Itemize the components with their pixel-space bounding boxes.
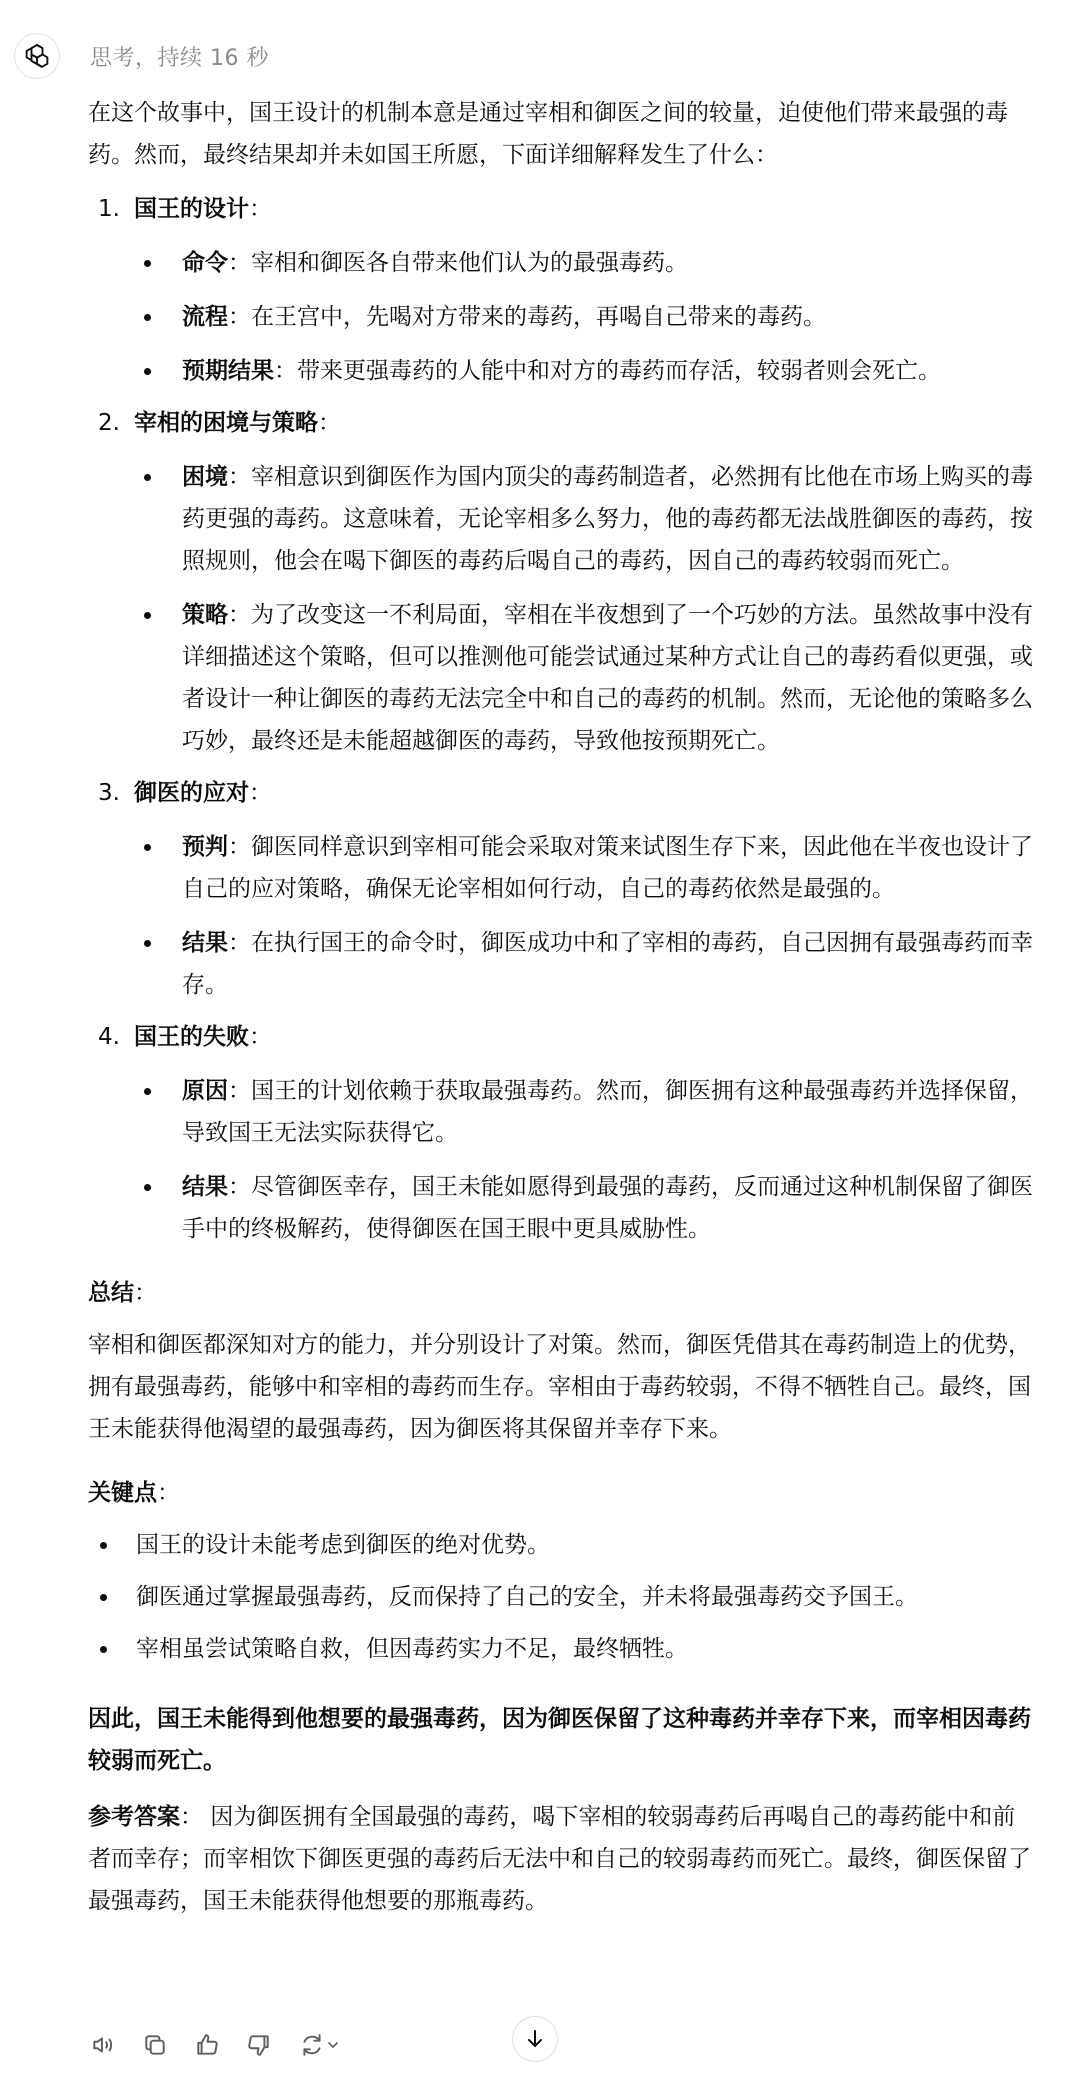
good-response-button[interactable]: [192, 2030, 222, 2060]
section-sublist: [134, 826, 1038, 1006]
list-item: 策略：为了改变这一不利局面，宰相在半夜想到了一个巧妙的方法。虽然故事中没有详细描述这个策略，但可以推测他可能尝试通过某种方式让自己的毒药看似更强，或者设计一种让御医的毒药无法完全中和自己的毒药的机制。然而，无论他的策略多么巧妙，最终还是未能超越御医的毒药，导致他按预期死亡。: [134, 594, 1038, 762]
item-label: 预判: [182, 834, 228, 860]
section-item: 4. 国王的失败： 原因：国王的计划依赖于获取最强毒药。然而，御医拥有这种最强毒药并选择保留，导致国王无法实际获得它。 结果：尽管御医幸存，国王未能如愿得到最强的毒药，反而通过这种机制保留了御医手中的终极解药，使得御医在国王眼中更具威胁性。: [88, 1016, 1038, 1250]
regenerate-button[interactable]: [296, 2030, 344, 2060]
regenerate-icon: [299, 2032, 325, 2058]
item-label: 流程: [182, 304, 228, 330]
section-number: 2.: [98, 410, 120, 436]
item-text: 在执行国王的命令时，御医成功中和了宰相的毒药，自己因拥有最强毒药而幸存。: [182, 930, 1033, 998]
item-label: 命令: [182, 250, 228, 276]
section-title: 御医的应对: [134, 780, 249, 806]
key-points-heading: 关键点：: [88, 1480, 180, 1506]
list-item: 预判：御医同样意识到宰相可能会采取对策来试图生存下来，因此他在半夜也设计了自己的应对策略，确保无论宰相如何行动，自己的毒药依然是最强的。: [134, 826, 1038, 910]
copy-icon: [142, 2032, 168, 2058]
list-item: 宰相虽尝试策略自救，但因毒药实力不足，最终牺牲。: [88, 1628, 1038, 1670]
section-title: 宰相的困境与策略: [134, 410, 318, 436]
item-text: 为了改变这一不利局面，宰相在半夜想到了一个巧妙的方法。虽然故事中没有详细描述这个策略，但可以推测他可能尝试通过某种方式让自己的毒药看似更强，或者设计一种让御医的毒药无法完全中和自己的毒药的机制。然而，无论他的策略多么巧妙，最终还是未能超越御医的毒药，导致他按预期死亡。: [182, 602, 1033, 754]
item-label: 结果: [182, 1174, 228, 1200]
list-item: 国王的设计未能考虑到御医的绝对优势。: [88, 1524, 1038, 1566]
analysis-list: [88, 188, 1038, 1250]
speaker-icon: [90, 2032, 116, 2058]
item-text: 国王的计划依赖于获取最强毒药。然而，御医拥有这种最强毒药并选择保留，导致国王无法实际获得它。: [182, 1078, 1033, 1146]
item-label: 预期结果: [182, 358, 274, 384]
copy-button[interactable]: [140, 2030, 170, 2060]
scroll-to-bottom-button[interactable]: [512, 2016, 558, 2062]
section-number: 3.: [98, 780, 120, 806]
read-aloud-button[interactable]: [88, 2030, 118, 2060]
section-number: 1.: [98, 196, 120, 222]
section-number: 4.: [98, 1024, 120, 1050]
summary-heading: 总结：: [88, 1280, 157, 1306]
message-header: [14, 32, 269, 80]
summary-paragraph: 宰相和御医都深知对方的能力，并分别设计了对策。然而，御医凭借其在毒药制造上的优势，拥有最强毒药，能够中和宰相的毒药而生存。宰相由于毒药较弱，不得不牺牲自己。最终，国王未能获得他渴望的最强毒药，因为御医将其保留并幸存下来。: [88, 1332, 1031, 1442]
chevron-down-icon: [325, 2037, 341, 2053]
section-title: 国王的失败: [134, 1024, 249, 1050]
thumbs-up-icon: [194, 2032, 220, 2058]
list-item: 困境：宰相意识到御医作为国内顶尖的毒药制造者，必然拥有比他在市场上购买的毒药更强的毒药。这意味着，无论宰相多么努力，他的毒药都无法战胜御医的毒药，按照规则，他会在喝下御医的毒药后喝自己的毒药，因自己的毒药较弱而死亡。: [134, 456, 1038, 582]
thumbs-down-icon: [246, 2032, 272, 2058]
item-label: 结果: [182, 930, 228, 956]
section-sublist: [134, 1070, 1038, 1250]
item-label: 原因: [182, 1078, 228, 1104]
openai-logo-icon: [22, 41, 52, 71]
section-sublist: [134, 456, 1038, 762]
list-item: 御医通过掌握最强毒药，反而保持了自己的安全，并未将最强毒药交予国王。: [88, 1576, 1038, 1618]
message-actions-toolbar: [88, 2030, 344, 2060]
intro-paragraph: 在这个故事中，国王设计的机制本意是通过宰相和御医之间的较量，迫使他们带来最强的毒药。然而，最终结果却并未如国王所愿，下面详细解释发生了什么：: [88, 100, 1008, 168]
item-text: 在王宫中，先喝对方带来的毒药，再喝自己带来的毒药。: [251, 304, 826, 330]
reference-answer: 参考答案： 因为御医拥有全国最强的毒药，喝下宰相的较弱毒药后再喝自己的毒药能中和前者而幸存；而宰相饮下御医更强的毒药后无法中和自己的较弱毒药而死亡。最终，御医保留了最强毒药，国王未能获得他想要的那瓶毒药。: [88, 1804, 1031, 1914]
assistant-avatar: [14, 33, 60, 79]
list-item: 原因：国王的计划依赖于获取最强毒药。然而，御医拥有这种最强毒药并选择保留，导致国王无法实际获得它。: [134, 1070, 1038, 1154]
assistant-message: [88, 92, 1038, 1922]
item-label: 策略: [182, 602, 228, 628]
section-item: 2. 宰相的困境与策略： 困境：宰相意识到御医作为国内顶尖的毒药制造者，必然拥有比他在市场上购买的毒药更强的毒药。这意味着，无论宰相多么努力，他的毒药都无法战胜御医的毒药，按照规则，他会在喝下御医的毒药后喝自己的毒药，因自己的毒药较弱而死亡。 策略：为了改变这一不利局面，宰相在半夜想到了一个巧妙的方法。虽然故事中没有详细描述这个策略，但可以推测他可能尝试通过某种方式让自己的毒药看似更强，或者设计一种让御医的毒药无法完全中和自己的毒药的机制。然而，无论他的策略多么巧妙，最终还是未能超越御医的毒药，导致他按预期死亡。: [88, 402, 1038, 762]
section-title: 国王的设计: [134, 196, 249, 222]
list-item: 结果：尽管御医幸存，国王未能如愿得到最强的毒药，反而通过这种机制保留了御医手中的终极解药，使得御医在国王眼中更具威胁性。: [134, 1166, 1038, 1250]
list-item: 流程：在王宫中，先喝对方带来的毒药，再喝自己带来的毒药。: [134, 296, 1038, 338]
item-text: 宰相和御医各自带来他们认为的最强毒药。: [251, 250, 688, 276]
key-points-list: [88, 1524, 1038, 1670]
list-item: 结果：在执行国王的命令时，御医成功中和了宰相的毒药，自己因拥有最强毒药而幸存。: [134, 922, 1038, 1006]
list-item: 预期结果：带来更强毒药的人能中和对方的毒药而存活，较弱者则会死亡。: [134, 350, 1038, 392]
reference-text: 因为御医拥有全国最强的毒药，喝下宰相的较弱毒药后再喝自己的毒药能中和前者而幸存；而宰相饮下御医更强的毒药后无法中和自己的较弱毒药而死亡。最终，御医保留了最强毒药，国王未能获得他想要的那瓶毒药。: [88, 1804, 1031, 1914]
section-item: 1. 国王的设计： 命令：宰相和御医各自带来他们认为的最强毒药。 流程：在王宫中，先喝对方带来的毒药，再喝自己带来的毒药。 预期结果：带来更强毒药的人能中和对方的毒药而存活，较弱者则会死亡。: [88, 188, 1038, 392]
item-text: 带来更强毒药的人能中和对方的毒药而存活，较弱者则会死亡。: [297, 358, 941, 384]
item-text: 宰相意识到御医作为国内顶尖的毒药制造者，必然拥有比他在市场上购买的毒药更强的毒药。这意味着，无论宰相多么努力，他的毒药都无法战胜御医的毒药，按照规则，他会在喝下御医的毒药后喝自己的毒药，因自己的毒药较弱而死亡。: [182, 464, 1033, 574]
section-sublist: [134, 242, 1038, 392]
thinking-duration-label[interactable]: 思考，持续 16 秒: [90, 45, 269, 71]
conclusion-paragraph: 因此，国王未能得到他想要的最强毒药，因为御医保留了这种毒药并幸存下来，而宰相因毒药较弱而死亡。: [88, 1706, 1031, 1774]
section-item: 3. 御医的应对： 预判：御医同样意识到宰相可能会采取对策来试图生存下来，因此他在半夜也设计了自己的应对策略，确保无论宰相如何行动，自己的毒药依然是最强的。 结果：在执行国王的命令时，御医成功中和了宰相的毒药，自己因拥有最强毒药而幸存。: [88, 772, 1038, 1006]
item-text: 御医同样意识到宰相可能会采取对策来试图生存下来，因此他在半夜也设计了自己的应对策略，确保无论宰相如何行动，自己的毒药依然是最强的。: [182, 834, 1033, 902]
arrow-down-icon: [523, 2027, 547, 2051]
reference-label: 参考答案: [88, 1804, 180, 1830]
list-item: 命令：宰相和御医各自带来他们认为的最强毒药。: [134, 242, 1038, 284]
item-label: 困境: [182, 464, 228, 490]
bad-response-button[interactable]: [244, 2030, 274, 2060]
item-text: 尽管御医幸存，国王未能如愿得到最强的毒药，反而通过这种机制保留了御医手中的终极解药，使得御医在国王眼中更具威胁性。: [182, 1174, 1033, 1242]
